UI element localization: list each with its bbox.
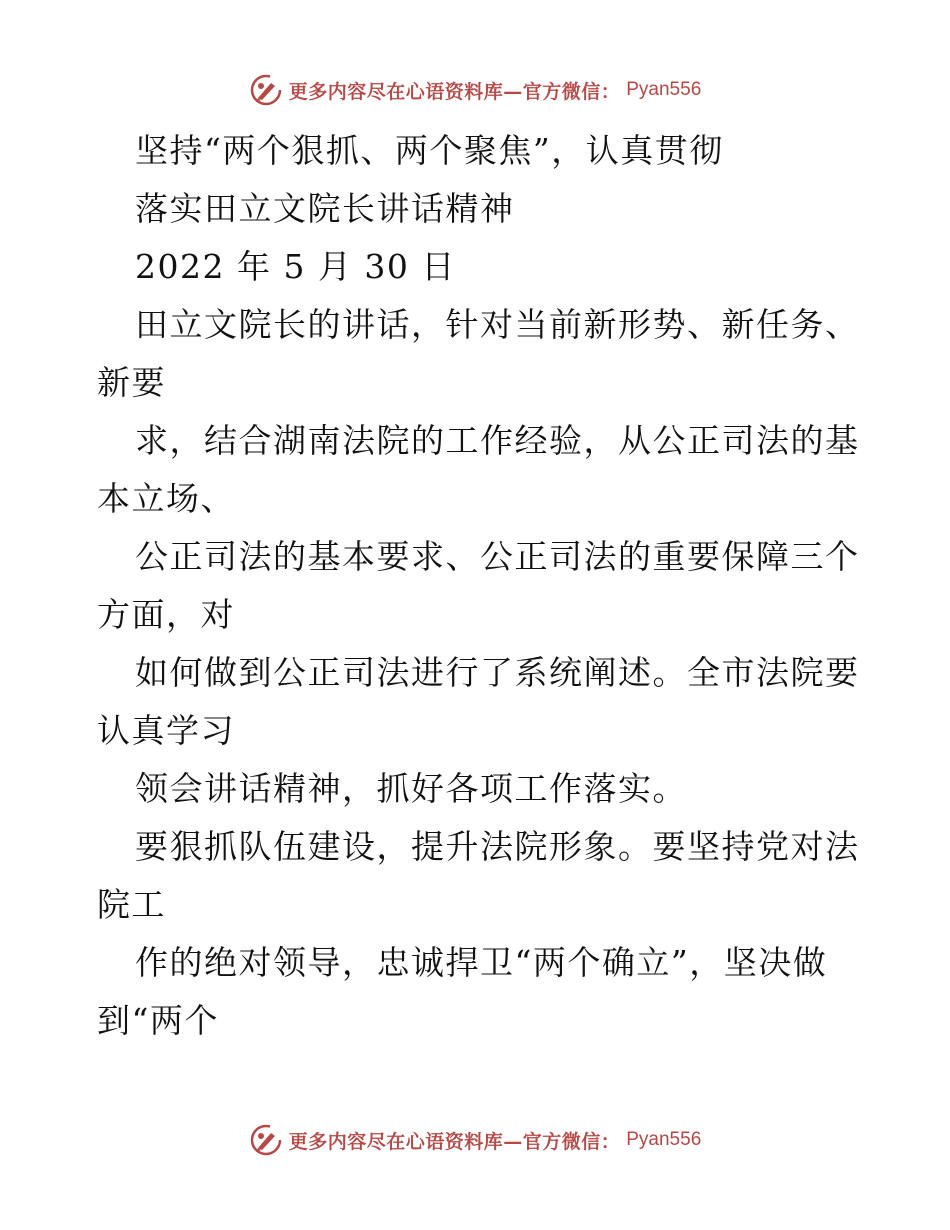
wechat-id: Pyan556 xyxy=(626,79,702,100)
body-line: 方面，对 xyxy=(97,595,235,634)
banner-text: 更多内容尽在心语资料库—官方微信： xyxy=(288,80,621,103)
wechat-id: Pyan556 xyxy=(626,1129,702,1150)
banner-text: 更多内容尽在心语资料库—官方微信： xyxy=(288,1130,621,1153)
pen-seal-icon xyxy=(249,73,283,107)
body-line: 认真学习 xyxy=(97,711,235,750)
body-line: 要狠抓队伍建设，提升法院形象。要坚持党对法 xyxy=(135,827,860,866)
body-line: 公正司法的基本要求、公正司法的重要保障三个 xyxy=(135,537,860,576)
title-line-2: 落实田立文院长讲话精神 xyxy=(135,189,515,228)
date-line: 2022 年 5 月 30 日 xyxy=(135,247,456,286)
body-line: 作的绝对领导，忠诚捍卫“两个确立”，坚决做 xyxy=(135,943,828,982)
body-line: 院工 xyxy=(97,885,166,924)
body-line: 到“两个 xyxy=(97,1001,219,1040)
body-line: 本立场、 xyxy=(97,479,235,518)
body-line: 新要 xyxy=(97,363,166,402)
pen-seal-icon xyxy=(249,1123,283,1157)
body-line: 如何做到公正司法进行了系统阐述。全市法院要 xyxy=(135,653,860,692)
header-banner xyxy=(0,70,950,110)
footer-banner xyxy=(0,1120,950,1160)
body-line: 领会讲话精神，抓好各项工作落实。 xyxy=(135,769,687,808)
body-line: 求，结合湖南法院的工作经验，从公正司法的基 xyxy=(135,421,860,460)
body-line: 田立文院长的讲话，针对当前新形势、新任务、 xyxy=(135,305,860,344)
document-body xyxy=(97,122,877,1050)
title-line-1: 坚持“两个狠抓、两个聚焦”，认真贯彻 xyxy=(135,131,724,170)
